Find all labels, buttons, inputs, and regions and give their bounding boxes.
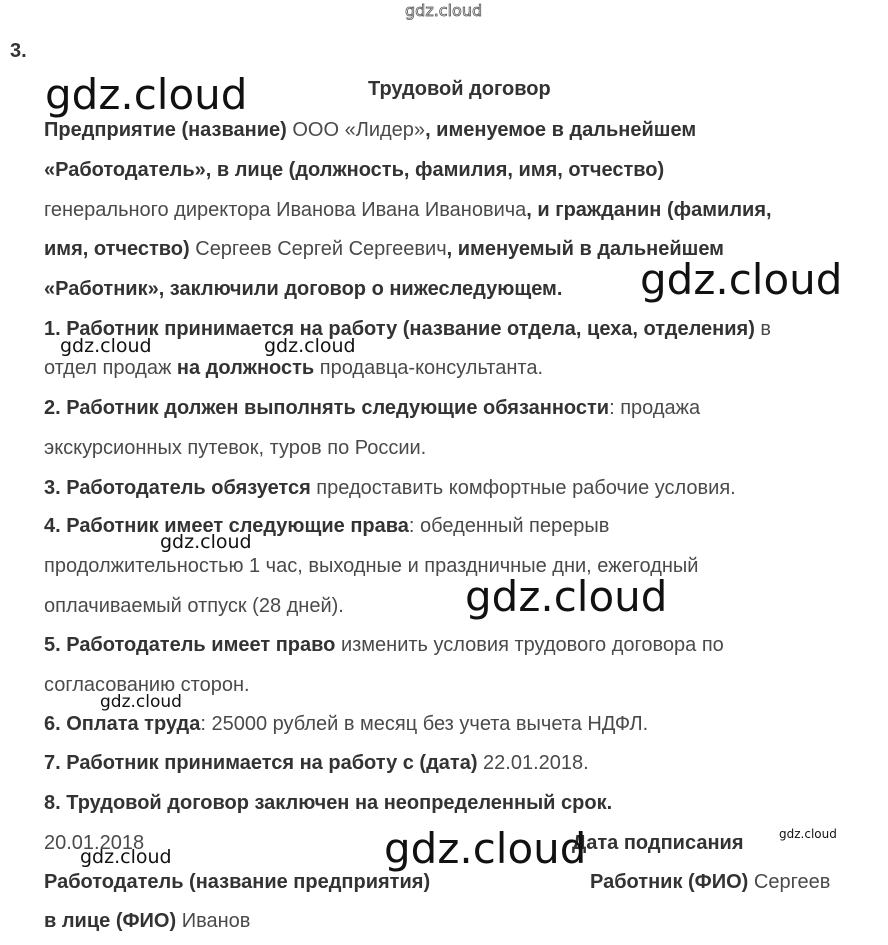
task-number: 3. <box>10 40 27 62</box>
watermark-1: gdz.cloud <box>45 70 248 119</box>
label-enterprise: Предприятие (название) <box>44 119 287 141</box>
watermark-2: gdz.cloud <box>640 255 843 304</box>
employer-rep-label: в лице (ФИО) <box>44 910 177 932</box>
clause-2-label: 2. Работник должен выполнять следующие обязанности <box>44 397 610 419</box>
value-employee-name: Сергеев Сергей Сергеевич <box>189 238 447 260</box>
clause-6-value: : 25000 рублей в месяц без учета вычета НДФЛ. <box>200 713 649 735</box>
line-clause-1-cont <box>44 356 543 380</box>
watermark-10: gdz.cloud <box>779 827 837 841</box>
line-agreement <box>44 277 562 301</box>
line-employee-name <box>44 237 724 261</box>
label-named: , именуемое в дальнейшем <box>425 119 697 141</box>
label-citizen: , и гражданин (фамилия, <box>526 199 772 221</box>
document-title: Трудовой договор <box>368 78 551 100</box>
clause-6-label: 6. Оплата труда <box>44 713 201 735</box>
signing-date-value: 20.01.2018 <box>44 832 145 854</box>
clause-7-value: 22.01.2018. <box>477 752 589 774</box>
employee-signature <box>590 870 830 894</box>
line-clause-6 <box>44 712 648 736</box>
watermark-9: gdz.cloud <box>80 846 172 868</box>
line-director <box>44 198 772 222</box>
clause-4-label: 4. Работник имеет следующие права <box>44 515 409 537</box>
clause-3-label: 3. Работодатель обязуется <box>44 477 311 499</box>
line-clause-7 <box>44 751 589 775</box>
clause-2-value: : продажа <box>609 397 701 419</box>
line-clause-5 <box>44 633 724 657</box>
clause-1-position: продавца-консультанта. <box>314 357 544 379</box>
line-clause-2-cont <box>44 436 426 460</box>
value-enterprise: ООО «Лидер» <box>286 119 426 141</box>
watermark-4: gdz.cloud <box>264 335 356 357</box>
watermark-top: gdz.cloud <box>405 1 483 20</box>
label-name: имя, отчество) <box>44 238 190 260</box>
clause-4-value: : обеденный перерыв <box>408 515 610 537</box>
label-agreement: «Работник», заключили договор о нижеследующем. <box>44 278 563 300</box>
clause-5-label: 5. Работодатель имеет право <box>44 634 336 656</box>
clause-4-value-cont2: оплачиваемый отпуск (28 дней). <box>44 595 344 617</box>
line-clause-8 <box>44 791 612 815</box>
watermark-3: gdz.cloud <box>60 335 152 357</box>
clause-1-value-start: в <box>754 318 772 340</box>
watermark-6: gdz.cloud <box>465 572 668 621</box>
line-clause-4-cont2 <box>44 594 344 618</box>
line-clause-4 <box>44 514 609 538</box>
clause-1-label: 1. Работник принимается на работу (название отдела, цеха, отделения) <box>44 318 755 340</box>
employer-signature-label <box>44 870 430 894</box>
line-clause-3 <box>44 476 736 500</box>
line-clause-2 <box>44 396 700 420</box>
employer-rep-signature <box>44 909 250 933</box>
watermark-5: gdz.cloud <box>160 531 252 553</box>
signing-date-label: Дата подписания <box>572 832 744 854</box>
line-employer-rep <box>44 158 664 182</box>
employer-rep-value: Иванов <box>176 910 251 932</box>
clause-2-value-cont: экскурсионных путевок, туров по России. <box>44 437 427 459</box>
label-represented: «Работодатель», в лице (должность, фамилия, имя, отчество) <box>44 159 665 181</box>
employee-label: Работник (ФИО) <box>590 871 749 893</box>
clause-1-position-label: на должность <box>176 357 315 379</box>
label-named-employee: , именуемый в дальнейшем <box>446 238 724 260</box>
watermark-8: gdz.cloud <box>384 824 587 873</box>
line-clause-1 <box>44 317 771 341</box>
watermark-7: gdz.cloud <box>100 692 182 712</box>
clause-1-department: отдел продаж <box>44 357 177 379</box>
value-director: генерального директора Иванова Ивана Ивановича <box>44 199 527 221</box>
clause-8-label: 8. Трудовой договор заключен на неопределенный срок. <box>44 792 613 814</box>
employer-label: Работодатель (название предприятия) <box>44 871 431 893</box>
clause-4-value-cont1: продолжительностью 1 час, выходные и праздничные дни, ежегодный <box>44 555 699 577</box>
clause-3-value: предоставить комфортные рабочие условия. <box>310 477 736 499</box>
clause-5-value-cont: согласованию сторон. <box>44 674 250 696</box>
line-employer-name <box>44 118 696 142</box>
signing-date-label-line <box>572 831 743 855</box>
employee-value: Сергеев <box>748 871 831 893</box>
clause-7-label: 7. Работник принимается на работу с (дата) <box>44 752 478 774</box>
clause-5-value: изменить условия трудового договора по <box>335 634 724 656</box>
